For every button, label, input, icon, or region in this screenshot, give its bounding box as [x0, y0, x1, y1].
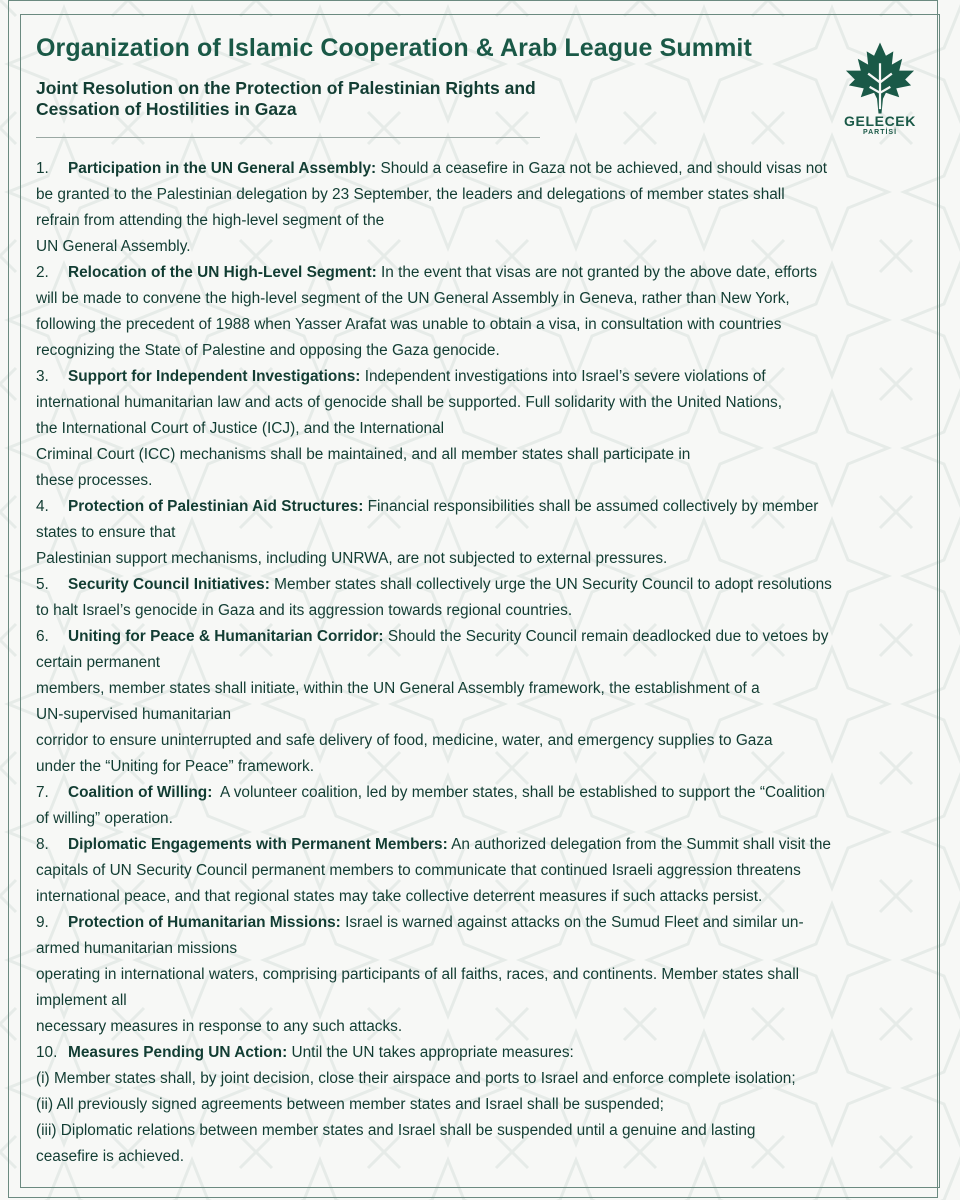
logo-subtitle: PARTİSİ	[862, 129, 898, 136]
resolution-line: these processes.	[36, 472, 153, 489]
divider	[36, 137, 540, 138]
resolution-line: the International Court of Justice (ICJ), and the International	[36, 420, 445, 437]
item-text: Should a ceasefire in Gaza not be achieved, and should visas not	[376, 160, 828, 177]
resolution-line: corridor to ensure uninterrupted and safe delivery of food, medicine, water, and emergency supplies to Gaza	[36, 732, 773, 749]
item-number: 8.	[36, 836, 49, 853]
resolution-line: Criminal Court (ICC) mechanisms shall be maintained, and all member states shall participate in	[36, 446, 691, 463]
item-heading: Support for Independent Investigations:	[68, 368, 361, 385]
item-number: 5.	[36, 576, 49, 593]
resolution-line	[36, 910, 934, 936]
resolution-item	[36, 260, 934, 364]
resolution-line: armed humanitarian missions	[36, 940, 238, 957]
resolution-line: international humanitarian law and acts of genocide shall be supported. Full solidarity with the United Nations,	[36, 394, 783, 411]
resolution-line: operating in international waters, comprising participants of all faiths, races, and continents. Member states shall	[36, 966, 800, 983]
item-number: 9.	[36, 914, 49, 931]
item-heading: Diplomatic Engagements with Permanent Members:	[68, 836, 448, 853]
resolution-item	[36, 780, 934, 832]
logo-name: GELECEK	[844, 113, 916, 129]
resolution-line	[36, 494, 934, 520]
item-heading: Relocation of the UN High-Level Segment:	[68, 264, 377, 281]
item-heading: Coalition of Willing:	[68, 784, 213, 801]
resolution-line	[36, 1040, 934, 1066]
resolution-item	[36, 156, 934, 260]
resolution-line: international peace, and that regional states may take collective deterrent measures if such attacks persist.	[36, 888, 763, 905]
resolution-line: (ii) All previously signed agreements between member states and Israel shall be suspended;	[36, 1096, 664, 1113]
resolution-line: (iii) Diplomatic relations between member states and Israel shall be suspended until a genuine and lasting	[36, 1122, 756, 1139]
resolution-line	[36, 624, 934, 650]
maple-leaf-icon	[843, 40, 917, 116]
resolution-line: under the “Uniting for Peace” framework.	[36, 758, 315, 775]
resolution-line: certain permanent	[36, 654, 161, 671]
resolution-line	[36, 572, 934, 598]
item-number: 1.	[36, 160, 49, 177]
item-heading: Participation in the UN General Assembly:	[68, 160, 377, 177]
resolution-line: (i) Member states shall, by joint decision, close their airspace and ports to Israel and enforce complete isolation;	[36, 1070, 796, 1087]
item-heading: Measures Pending UN Action:	[68, 1044, 288, 1061]
item-text: Independent investigations into Israel’s severe violations of	[360, 368, 766, 385]
resolution-item	[36, 572, 934, 624]
document-title: Organization of Islamic Cooperation & Arab League Summit	[36, 34, 752, 62]
resolution-line	[36, 832, 934, 858]
resolution-line: necessary measures in response to any such attacks.	[36, 1018, 403, 1035]
item-text: An authorized delegation from the Summit shall visit the	[447, 836, 831, 853]
resolution-line: refrain from attending the high-level segment of the	[36, 212, 385, 229]
resolution-line	[36, 260, 934, 286]
resolution-line: ceasefire is achieved.	[36, 1148, 184, 1165]
resolution-line: UN-supervised humanitarian	[36, 706, 232, 723]
resolution-item	[36, 1040, 934, 1170]
resolution-line: be granted to the Palestinian delegation by 23 September, the leaders and delegations of member states shall	[36, 186, 785, 203]
item-text: A volunteer coalition, led by member states, shall be established to support the “Coalition	[212, 784, 825, 801]
item-text: Member states shall collectively urge the UN Security Council to adopt resolutions	[269, 576, 832, 593]
resolution-line: to halt Israel’s genocide in Gaza and its aggression towards regional countries.	[36, 602, 573, 619]
item-number: 7.	[36, 784, 49, 801]
resolution-line: UN General Assembly.	[36, 238, 191, 255]
resolution-line: of willing” operation.	[36, 810, 173, 827]
resolution-line: implement all	[36, 992, 127, 1009]
resolution-line	[36, 780, 934, 806]
item-number: 4.	[36, 498, 49, 515]
item-text: Should the Security Council remain deadlocked due to vetoes by	[383, 628, 829, 645]
resolution-line	[36, 364, 934, 390]
resolution-item	[36, 624, 934, 780]
item-text: Financial responsibilities shall be assumed collectively by member	[363, 498, 819, 515]
item-heading: Security Council Initiatives:	[68, 576, 270, 593]
party-logo	[838, 40, 922, 150]
subtitle-line: Cessation of Hostilities in Gaza	[36, 99, 297, 119]
resolution-line: recognizing the State of Palestine and opposing the Gaza genocide.	[36, 342, 500, 359]
resolution-item	[36, 494, 934, 572]
item-number: 6.	[36, 628, 49, 645]
resolution-line	[36, 156, 934, 182]
resolution-line: following the precedent of 1988 when Yasser Arafat was unable to obtain a visa, in consultation with countries	[36, 316, 782, 333]
subtitle-line: Joint Resolution on the Protection of Palestinian Rights and	[36, 78, 536, 98]
item-heading: Uniting for Peace & Humanitarian Corridor:	[68, 628, 384, 645]
resolution-line: members, member states shall initiate, within the UN General Assembly framework, the establishment of a	[36, 680, 760, 697]
resolution-line: Palestinian support mechanisms, including UNRWA, are not subjected to external pressures.	[36, 550, 668, 567]
item-number: 2.	[36, 264, 49, 281]
resolution-line: will be made to convene the high-level segment of the UN General Assembly in Geneva, rather than New York,	[36, 290, 790, 307]
resolution-item	[36, 364, 934, 494]
item-number: 3.	[36, 368, 49, 385]
item-text: In the event that visas are not granted by the above date, efforts	[376, 264, 818, 281]
resolution-line: states to ensure that	[36, 524, 176, 541]
item-heading: Protection of Humanitarian Missions:	[68, 914, 341, 931]
document-subtitle	[36, 78, 636, 120]
resolution-list	[36, 156, 934, 1170]
resolution-item	[36, 832, 934, 910]
item-number: 10.	[36, 1044, 58, 1061]
item-text: Israel is warned against attacks on the Sumud Fleet and similar un-	[340, 914, 804, 931]
item-text: Until the UN takes appropriate measures:	[287, 1044, 574, 1061]
item-heading: Protection of Palestinian Aid Structures:	[68, 498, 364, 515]
resolution-item	[36, 910, 934, 1040]
resolution-line: capitals of UN Security Council permanent members to communicate that continued Israeli aggression threatens	[36, 862, 801, 879]
